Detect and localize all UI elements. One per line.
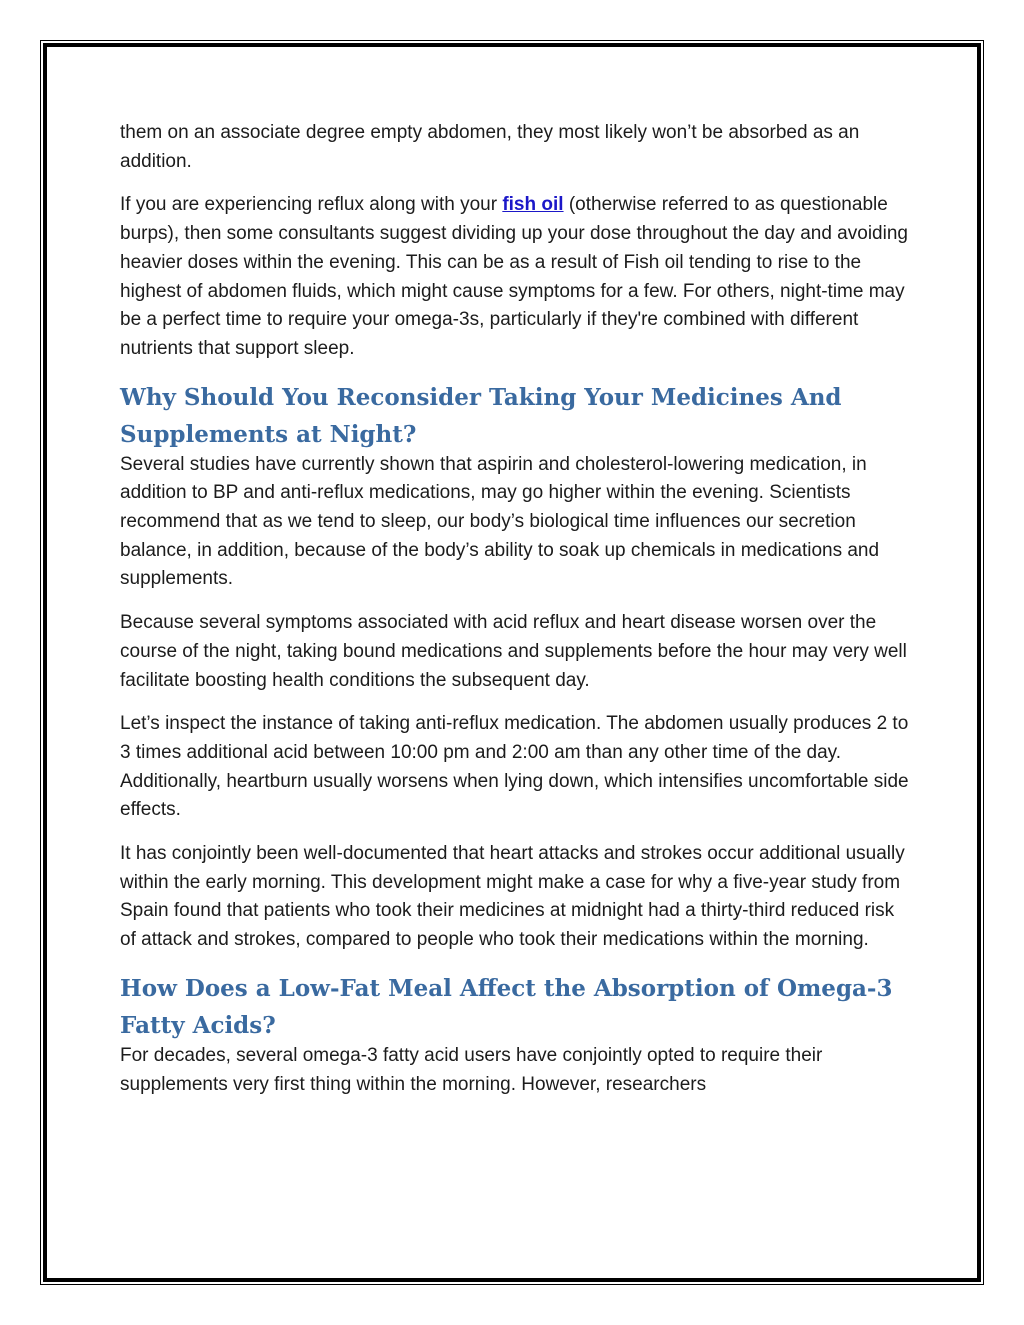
section-heading: Why Should You Reconsider Taking Your Medicines And Supplements at Night? (120, 383, 842, 448)
document-body (120, 119, 910, 1114)
paragraph: them on an associate degree empty abdomen, they most likely won’t be absorbed as an addition. (120, 122, 860, 172)
paragraph: Let’s inspect the instance of taking anti-reflux medication. The abdomen usually produces 2 to 3 times additional acid between 10:00 pm and 2:00 am than any other time of the day. Additionally, heartburn usually worsens when lying down, which intensifies uncomfortable side effects. (120, 713, 909, 821)
fish-oil-link[interactable]: fish oil (502, 194, 564, 216)
paragraph: For decades, several omega-3 fatty acid users have conjointly opted to require their supplements very first thing within the morning. However, researchers (120, 1044, 823, 1095)
paragraph-text: If you are experiencing reflux along with your (120, 194, 503, 216)
paragraph-fish-oil (120, 191, 910, 363)
paragraph: Because several symptoms associated with acid reflux and heart disease worsen over the course of the night, taking bound medications and supplements before the hour may very well facilitate boosting health conditions the subsequent day. (120, 612, 907, 691)
paragraph: It has conjointly been well-documented that heart attacks and strokes occur additional usually within the early morning. This development might make a case for why a five-year study from Spain found that patients who took their medicines at midnight had a thirty-third reduced risk of attack and strokes, compared to people who took their medications within the morning. (120, 843, 905, 951)
section-heading: How Does a Low-Fat Meal Affect the Absorption of Omega-3 Fatty Acids? (120, 974, 893, 1039)
paragraph-text: (otherwise referred to as questionable burps), then some consultants suggest dividing up your dose throughout the day and avoiding heavier doses within the evening. This can be as a result of Fish oil tending to rise to the highest of abdomen fluids, which might cause symptoms for a few. For others, night-time may be a perfect time to require your omega-3s, particularly if they're combined with different nutrients that support sleep. (120, 194, 908, 359)
paragraph: Several studies have currently shown that aspirin and cholesterol-lowering medication, in addition to BP and anti-reflux medications, may go higher within the evening. Scientists recommend that as we tend to sleep, our body’s biological time influences our secretion balance, in addition, because of the body’s ability to soak up chemicals in medications and supplements. (120, 453, 880, 590)
